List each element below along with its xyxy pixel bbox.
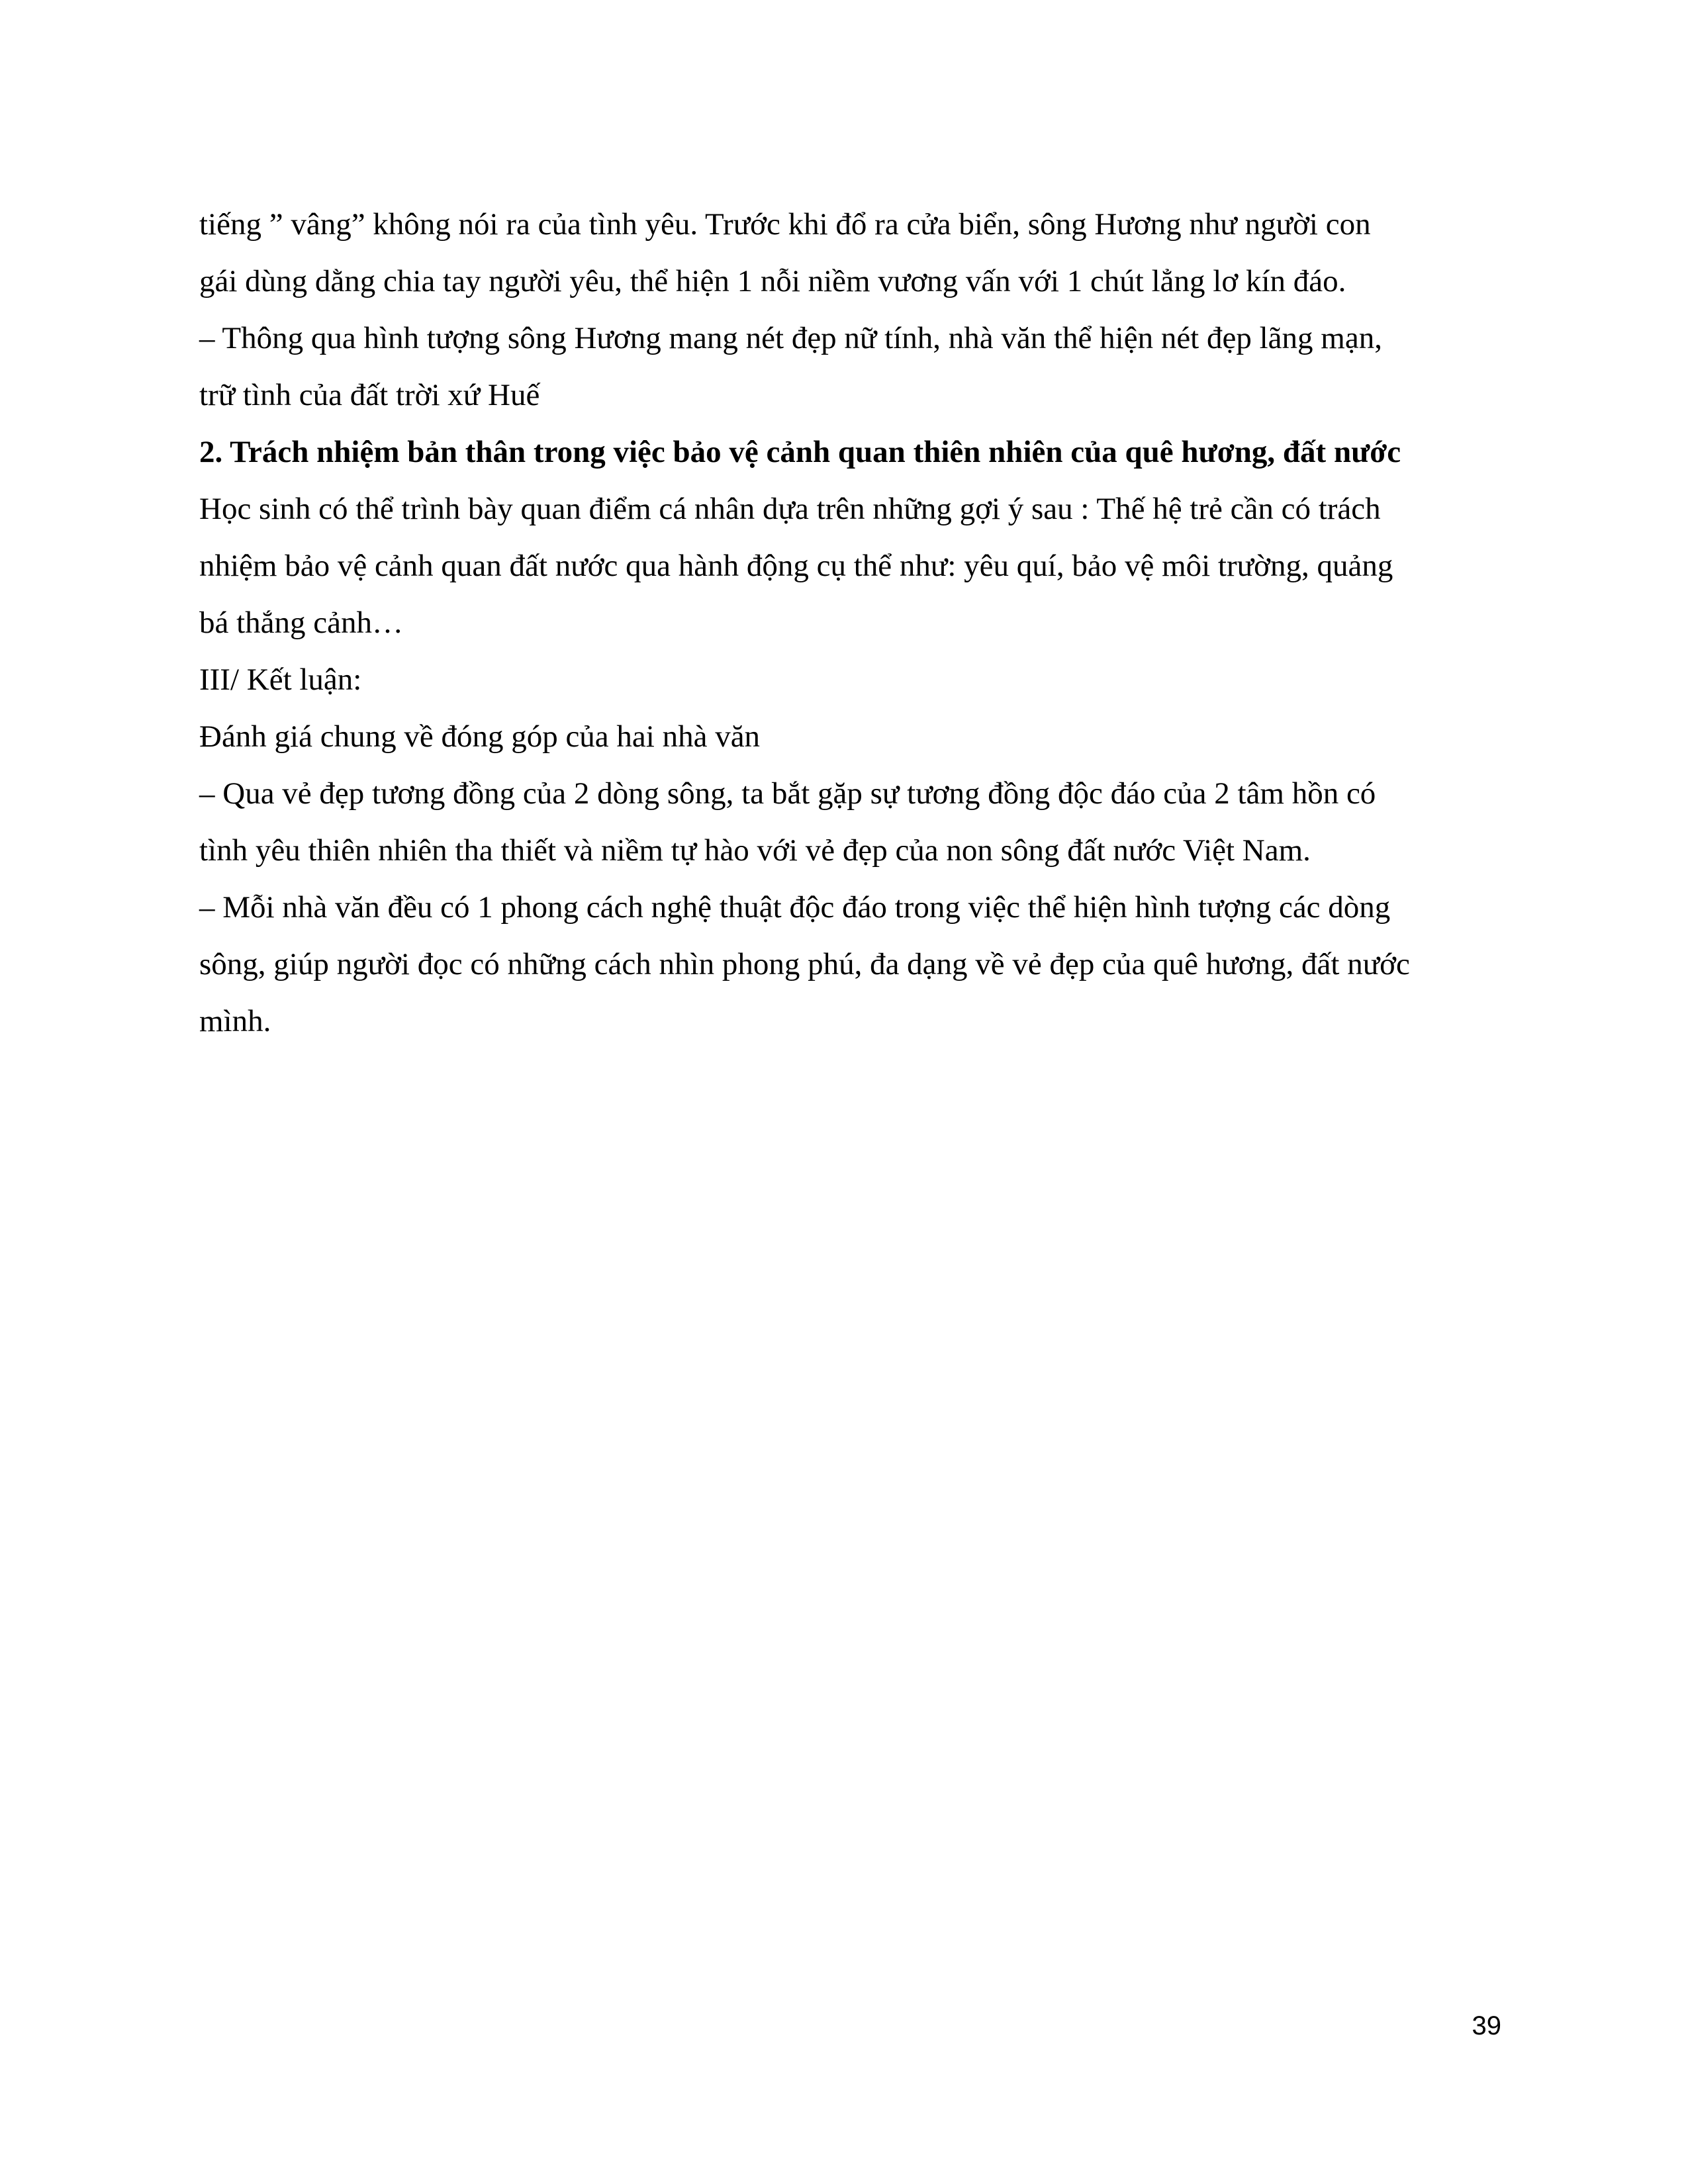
body-line: tiếng ” vâng” không nói ra của tình yêu. Trước khi đổ ra cửa biển, sông Hương như người con <box>199 207 1371 242</box>
conclusion-heading: III/ Kết luận: <box>199 662 362 697</box>
body-line: – Thông qua hình tượng sông Hương mang nét đẹp nữ tính, nhà văn thể hiện nét đẹp lãng mạn, <box>199 321 1382 355</box>
body-line: tình yêu thiên nhiên tha thiết và niềm tự hào với vẻ đẹp của non sông đất nước Việt Nam. <box>199 833 1311 868</box>
body-line: sông, giúp người đọc có những cách nhìn phong phú, đa dạng về vẻ đẹp của quê hương, đất nước <box>199 947 1410 981</box>
body-line: Học sinh có thể trình bày quan điểm cá nhân dựa trên những gợi ý sau : Thế hệ trẻ cần có trách <box>199 492 1381 526</box>
body-line: gái dùng dằng chia tay người yêu, thể hiện 1 nỗi niềm vương vấn với 1 chút lẳng lơ kín đáo. <box>199 264 1346 298</box>
body-line: bá thắng cảnh… <box>199 606 404 640</box>
body-line: nhiệm bảo vệ cảnh quan đất nước qua hành động cụ thể như: yêu quí, bảo vệ môi trường, quảng <box>199 549 1393 583</box>
document-body <box>199 196 1490 1050</box>
body-line: – Mỗi nhà văn đều có 1 phong cách nghệ thuật độc đáo trong việc thể hiện hình tượng các dòng <box>199 890 1391 925</box>
section-heading: 2. Trách nhiệm bản thân trong việc bảo vệ cảnh quan thiên nhiên của quê hương, đất nước <box>199 435 1401 469</box>
body-line: – Qua vẻ đẹp tương đồng của 2 dòng sông, ta bắt gặp sự tương đồng độc đáo của 2 tâm hồn có <box>199 776 1376 811</box>
body-line: Đánh giá chung về đóng góp của hai nhà văn <box>199 719 761 754</box>
body-line: mình. <box>199 1004 271 1038</box>
page-number: 39 <box>1472 2011 1501 2040</box>
body-line: trữ tình của đất trời xứ Huế <box>199 378 540 412</box>
